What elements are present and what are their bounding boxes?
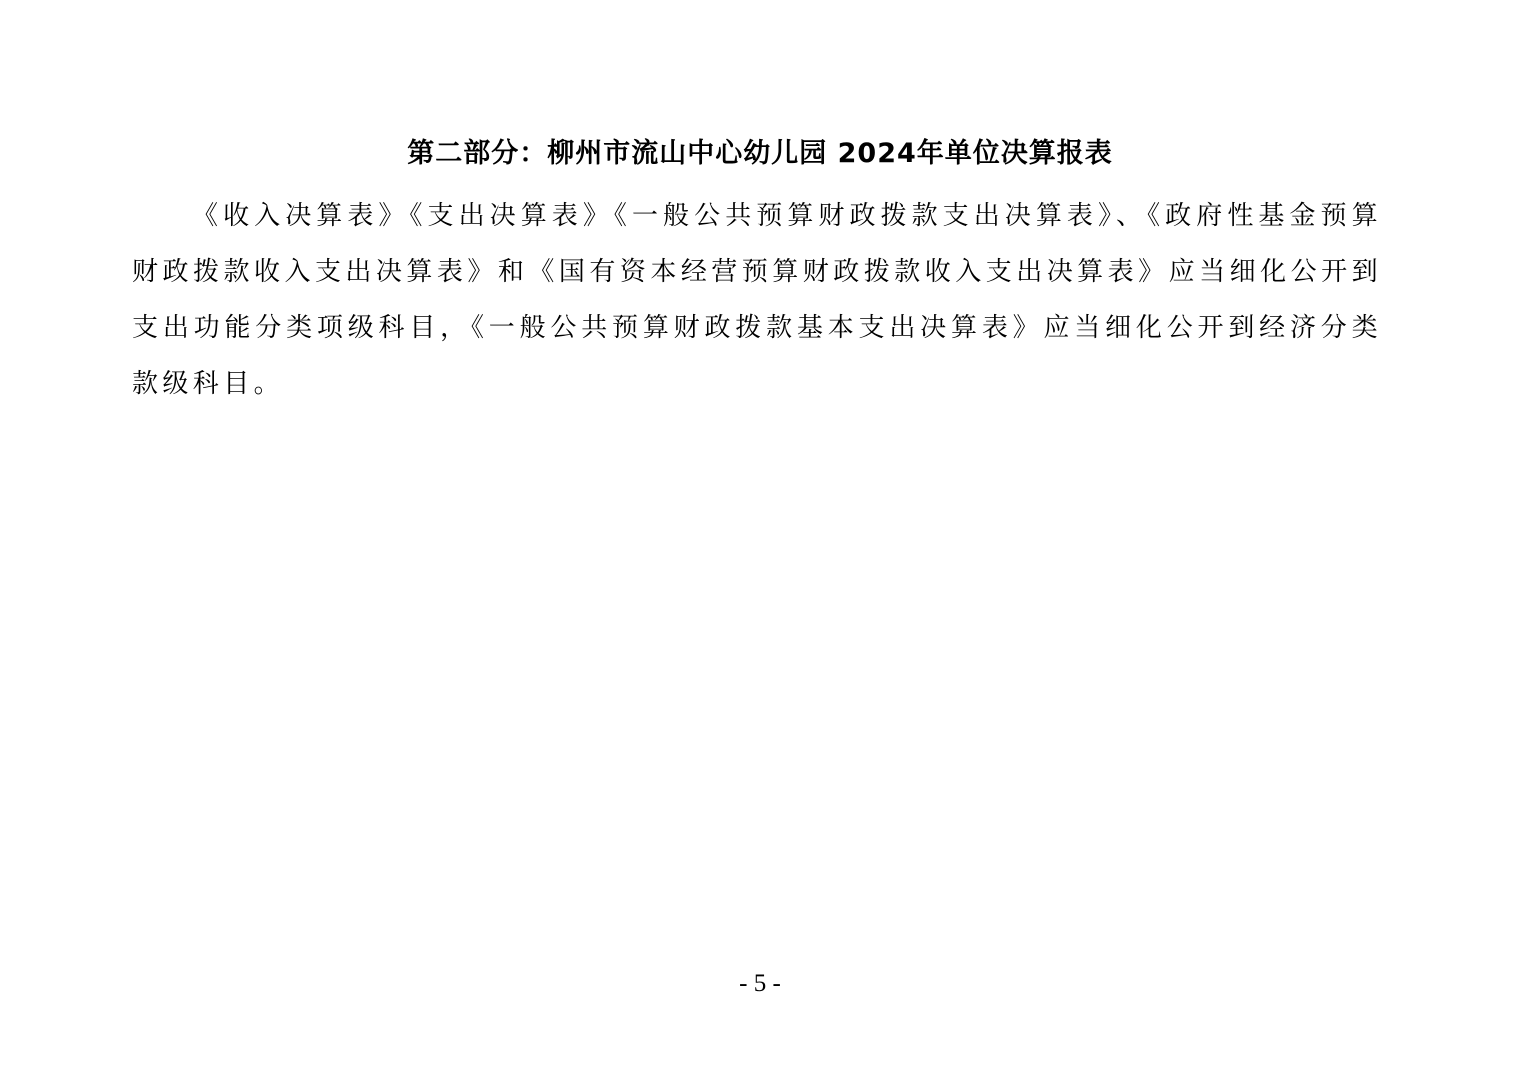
body-paragraph: 《收入决算表》《支出决算表》《一般公共预算财政拨款支出决算表》、《政府性基金预算财政拨款收入支出决算表》和《国有资本经营预算财政拨款收入支出决算表》应当细化公开到支出功能分类项级科目，《一般公共预算财政拨款基本支出决算表》应当细化公开到经济分类款级科目。 — [132, 201, 1382, 399]
page-number: - 5 - — [739, 970, 781, 997]
page-title: 第二部分：柳州市流山中心幼儿园 2024年单位决算报表 — [407, 138, 1113, 169]
